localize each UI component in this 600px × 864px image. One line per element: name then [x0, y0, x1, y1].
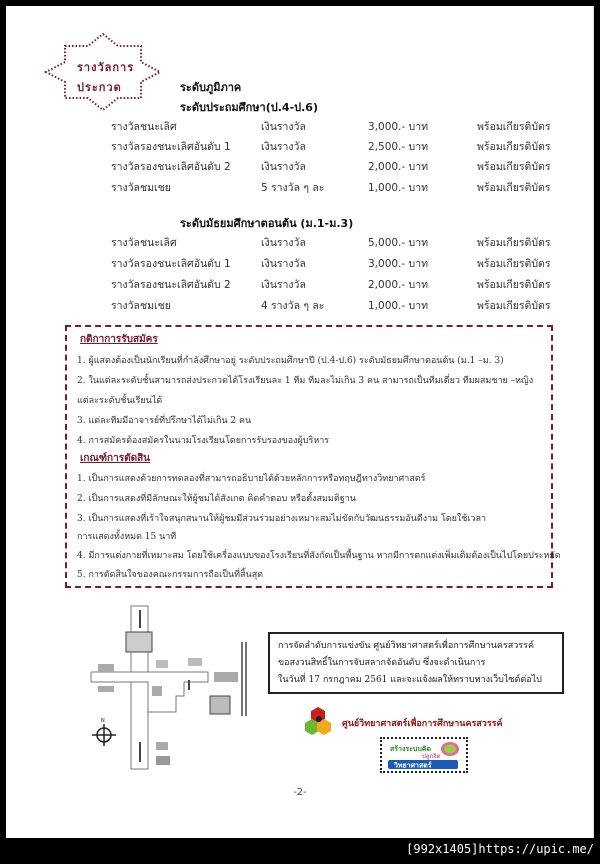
criteria-item: การแสดงทั้งหมด 15 นาที — [77, 532, 177, 542]
award-name: รางวัลรองชนะเลิศอันดับ 2 — [111, 279, 231, 291]
award-extra: พร้อมเกียรติบัตร — [477, 258, 551, 270]
notice-line: ในวันที่ 17 กรกฎาคม 2561 และจะแจ้งผลให้ทราบทางเว็บไซต์ต่อไป — [278, 675, 542, 685]
prize-row — [111, 255, 571, 271]
rule-item: 3. แต่ละทีมมีอาจารย์ที่ปรึกษาได้ไม่เกิน 2 คน — [77, 416, 252, 426]
award-extra: พร้อมเกียรติบัตร — [477, 161, 551, 173]
badge-line-2: ประกวด — [77, 81, 122, 94]
award-amount: 5,000.- บาท — [368, 237, 429, 249]
award-amount: 2,000.- บาท — [368, 161, 429, 173]
award-amount: 1,000.- บาท — [368, 182, 429, 194]
rules-title: กติกาการรับสมัคร — [80, 334, 158, 345]
regional-heading: ระดับภูมิภาค — [180, 81, 242, 94]
award-type: เงินรางวัล — [261, 141, 306, 153]
award-name: รางวัลรองชนะเลิศอันดับ 1 — [111, 141, 231, 153]
award-name: รางวัลรองชนะเลิศอันดับ 1 — [111, 258, 231, 270]
secondary-heading: ระดับมัธยมศึกษาตอนต้น (ม.1-ม.3) — [180, 217, 354, 230]
image-host-stamp: [992x1405]https://upic.me/ — [406, 842, 594, 856]
criteria-item: 5. การตัดสินใจของคณะกรรมการถือเป็นที่สิ้นสุด — [77, 570, 264, 580]
svg-text:สร้างระบบคิด: สร้างระบบคิด — [390, 745, 432, 753]
award-amount: 1,000.- บาท — [368, 300, 429, 312]
criteria-item: 1. เป็นการแสดงด้วยการทดลองที่สามารถอธิบายได้ด้วยหลักการหรือทฤษฎีทางวิทยาศาสตร์ — [77, 474, 426, 484]
criteria-item: 2. เป็นการแสดงที่มีลักษณะให้ผู้ชมได้สังเกต คิดคำตอบ หรือตั้งสมมติฐาน — [77, 494, 356, 504]
criteria-item: 3. เป็นการแสดงที่เร้าใจสนุกสนานให้ผู้ชมมีส่วนร่วมอย่างเหมาะสมไม่ขัดกับวัฒนธรรมอันดีงาม โดยใช้เวลา — [77, 514, 487, 524]
award-extra: พร้อมเกียรติบัตร — [477, 300, 551, 312]
award-name: รางวัลชนะเลิศ — [111, 237, 177, 249]
rule-item: 2. ในแต่ละระดับชั้นสามารถส่งประกวดได้โรงเรียนละ 1 ทีม ทีมละไม่เกิน 3 คน สามารถเป็นทีมเดี่ยว ทีมผสมชาย –หญิง — [77, 376, 534, 386]
project-logo — [380, 737, 468, 773]
award-name: รางวัลชมเชย — [111, 300, 171, 312]
image-host-bar — [0, 838, 600, 864]
rule-item: 1. ผู้แสดงต้องเป็นนักเรียนที่กำลังศึกษาอยู่ ระดับประถมศึกษาปี (ป.4-ป.6) ระดับมัธยมศึกษาตอนต้น (ม.1 –ม. 3) — [77, 356, 504, 366]
award-type: เงินรางวัล — [261, 258, 306, 270]
badge-line-1: รางวัลการ — [77, 61, 135, 74]
award-amount: 2,000.- บาท — [368, 279, 429, 291]
science-center-logo-icon — [304, 706, 332, 736]
award-extra: พร้อมเกียรติบัตร — [477, 182, 551, 194]
award-name: รางวัลชนะเลิศ — [111, 121, 177, 133]
prize-row — [111, 158, 571, 174]
award-extra: พร้อมเกียรติบัตร — [477, 279, 551, 291]
award-star-badge — [42, 32, 164, 112]
primary-heading: ระดับประถมศึกษา(ป.4-ป.6) — [180, 101, 318, 114]
prize-row — [111, 118, 571, 134]
award-name: รางวัลชมเชย — [111, 182, 171, 194]
prize-row — [111, 276, 571, 292]
prize-row — [111, 138, 571, 154]
rules-criteria-box — [65, 325, 561, 588]
criteria-title: เกณฑ์การตัดสิน — [80, 453, 151, 464]
notice-line: ขอสงวนสิทธิ์ในการจับสลากจัดอันดับ ซึ่งจะดำเนินการ — [278, 658, 486, 668]
science-center-name: ศูนย์วิทยาศาสตร์เพื่อการศึกษานครสวรรค์ — [342, 719, 503, 729]
rule-item: แต่ละระดับชั้นเรียนได้ — [77, 396, 163, 406]
page-number: -2- — [293, 787, 307, 798]
prize-row — [111, 179, 571, 195]
award-name: รางวัลรองชนะเลิศอันดับ 2 — [111, 161, 231, 173]
award-amount: 3,000.- บาท — [368, 121, 429, 133]
criteria-item: 4. มีการแต่งกายที่เหมาะสม โดยใช้เครื่องแบบของโรงเรียนที่สังกัดเป็นพื้นฐาน หากมีการตกแต่งเพิ่มเติมต้องเป็นไปโดยประหยัด — [77, 551, 561, 561]
award-extra: พร้อมเกียรติบัตร — [477, 141, 551, 153]
svg-text:N: N — [101, 718, 105, 724]
svg-text:ปลูกจิต: ปลูกจิต — [422, 753, 441, 760]
award-type: เงินรางวัล — [261, 237, 306, 249]
rule-item: 4. การสมัครต้องสมัครในนามโรงเรียนโดยการรับรองของผู้บริหาร — [77, 436, 330, 446]
svg-text:วิทยาศาสตร์: วิทยาศาสตร์ — [394, 761, 432, 770]
award-amount: 2,500.- บาท — [368, 141, 429, 153]
prize-row — [111, 234, 571, 250]
document-page — [6, 6, 594, 838]
award-type: 5 รางวัล ๆ ละ — [261, 182, 325, 194]
location-map — [86, 604, 256, 774]
award-type: เงินรางวัล — [261, 279, 306, 291]
award-type: เงินรางวัล — [261, 161, 306, 173]
notice-line: การจัดลำดับการแข่งขัน ศูนย์วิทยาศาสตร์เพื่อการศึกษานครสวรรค์ — [278, 641, 534, 651]
prize-row — [111, 297, 571, 313]
map-drawing-icon — [86, 604, 256, 774]
draw-order-notice — [268, 632, 564, 694]
award-amount: 3,000.- บาท — [368, 258, 429, 270]
award-type: 4 รางวัล ๆ ละ — [261, 300, 325, 312]
award-extra: พร้อมเกียรติบัตร — [477, 237, 551, 249]
award-type: เงินรางวัล — [261, 121, 306, 133]
award-extra: พร้อมเกียรติบัตร — [477, 121, 551, 133]
